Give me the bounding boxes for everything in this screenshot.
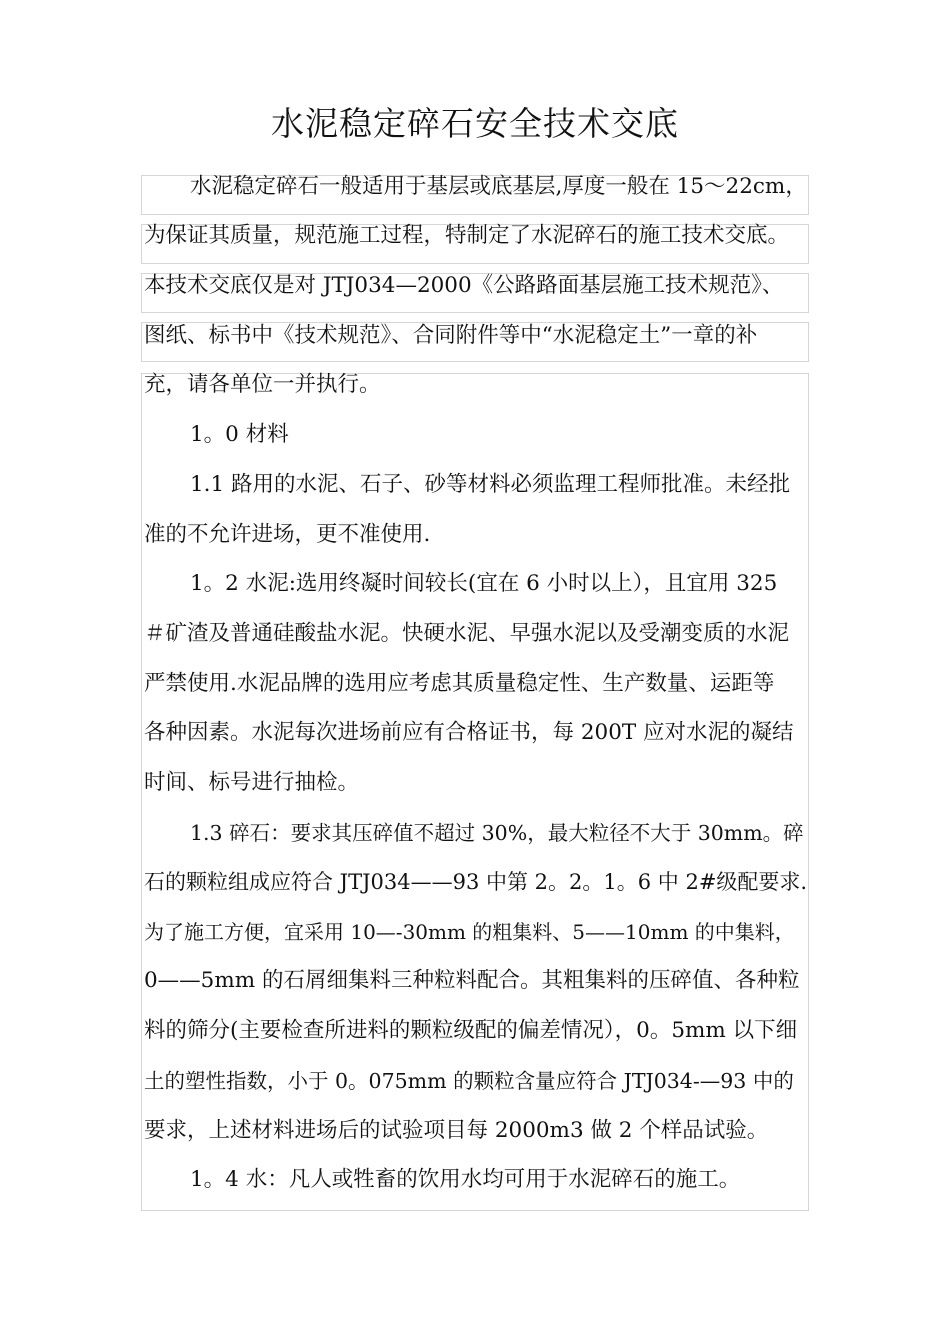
- paragraph-line: 本技术交底仅是对 JTJ034—2000《公路路面基层施工技术规范》、: [144, 273, 784, 298]
- paragraph-line: 1。2 水泥:选用终凝时间较长(宜在 6 小时以上），且宜用 325: [190, 571, 778, 596]
- paragraph-line: 料的筛分(主要检查所进料的颗粒级配的偏差情况），0。5mm 以下细: [144, 1018, 798, 1043]
- paragraph-line: 为了施工方便，宜采用 10—-30mm 的粗集料、5——10mm 的中集料，: [144, 920, 795, 944]
- section-heading: 1。0 材料: [190, 422, 289, 447]
- paragraph-line: 1.3 碎石：要求其压碎值不超过 30%，最大粒径不大于 30mm。碎: [190, 821, 804, 845]
- paragraph-line: 石的颗粒组成应符合 JTJ034——93 中第 2。2。1。6 中 2#级配要求.: [144, 870, 808, 894]
- paragraph-line: ＃矿渣及普通硅酸盐水泥。快硬水泥、早强水泥以及受潮变质的水泥: [144, 621, 790, 646]
- document-title: 水泥稳定碎石安全技术交底: [271, 104, 679, 143]
- paragraph-line: 时间、标号进行抽检。: [144, 770, 360, 795]
- paragraph-line: 要求，上述材料进场后的试验项目每 2000m3 做 2 个样品试验。: [144, 1118, 769, 1143]
- paragraph-line: 1.1 路用的水泥、石子、砂等材料必须监理工程师批准。未经批: [190, 472, 791, 497]
- paragraph-line: 水泥稳定碎石一般适用于基层或底基层,厚度一般在 15～22cm，: [190, 174, 807, 199]
- paragraph-line: 各种因素。水泥每次进场前应有合格证书，每 200T 应对水泥的凝结: [144, 720, 794, 745]
- paragraph-line: 0——5mm 的石屑细集料三种粒料配合。其粗集料的压碎值、各种粒: [144, 968, 800, 993]
- paragraph-line: 准的不允许进场，更不准使用.: [144, 522, 431, 547]
- paragraph-line: 严禁使用.水泥品牌的选用应考虑其质量稳定性、生产数量、运距等: [144, 671, 775, 696]
- paragraph-line: 充，请各单位一并执行。: [144, 372, 381, 397]
- paragraph-line: 图纸、标书中《技术规范》、合同附件等中“水泥稳定土”一章的补: [144, 323, 758, 348]
- paragraph-line: 1。4 水：凡人或牲畜的饮用水均可用于水泥碎石的施工。: [190, 1167, 741, 1192]
- paragraph-line: 土的塑性指数，小于 0。075mm 的颗粒含量应符合 JTJ034-—93 中的: [144, 1069, 794, 1093]
- paragraph-line: 为保证其质量，规范施工过程，特制定了水泥碎石的施工技术交底。: [144, 223, 790, 248]
